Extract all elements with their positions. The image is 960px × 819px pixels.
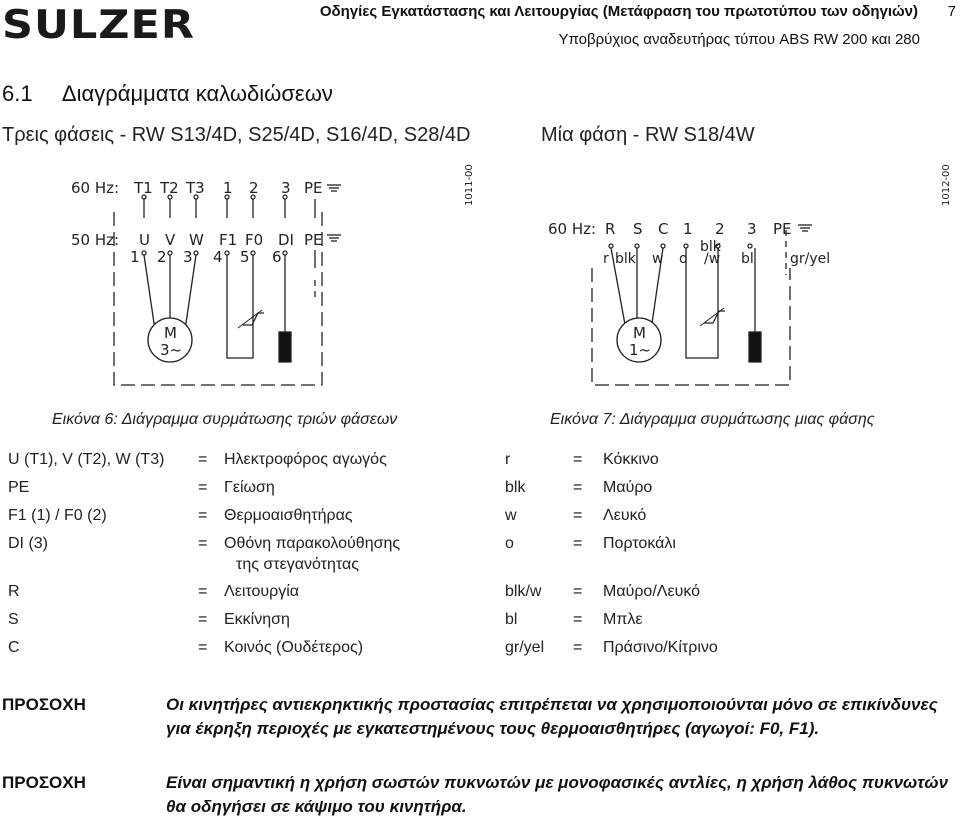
section-title: 6.1 Διαγράμματα καλωδιώσεων	[2, 81, 333, 106]
legend-desc: Μαύρο/Λευκό	[603, 583, 701, 600]
svg-text:6: 6	[272, 248, 282, 266]
legend-desc: Θερμοαισθητήρας	[224, 507, 353, 524]
three-phase-50hz-pins	[142, 250, 315, 268]
svg-text:T2: T2	[160, 179, 179, 197]
single-phase-60hz-label: 60 Hz:	[548, 220, 597, 238]
svg-text:U: U	[139, 231, 150, 249]
legend-eq: =	[573, 583, 583, 600]
legend-term: DI (3)	[8, 535, 48, 552]
legend-eq: =	[573, 639, 583, 656]
three-phase-heading: Τρεις φάσεις - RW S13/4D, S25/4D, S16/4D, S28/4D	[2, 124, 471, 146]
single-phase-diagram-code: 1012-00	[941, 164, 952, 206]
svg-text:1: 1	[223, 179, 233, 197]
single-phase-motor-sub: 1~	[629, 341, 652, 359]
legend-eq: =	[198, 507, 208, 524]
svg-text:PE: PE	[773, 220, 792, 238]
svg-text:3: 3	[747, 220, 757, 238]
legend-desc: Εκκίνηση	[224, 611, 290, 628]
legend-desc: Κόκκινο	[603, 451, 659, 468]
svg-text:W: W	[189, 231, 204, 249]
svg-text:bl: bl	[741, 251, 754, 267]
legend-desc: Οθόνη παρακολούθησης	[224, 535, 401, 552]
svg-text:2: 2	[715, 220, 725, 238]
legend-term: w	[505, 507, 517, 524]
legend-eq: =	[573, 611, 583, 628]
caution-label: ΠΡΟΣΟΧΗ	[2, 773, 86, 792]
legend-desc: Λευκό	[603, 507, 647, 524]
svg-text:2: 2	[249, 179, 259, 197]
svg-text:3: 3	[281, 179, 291, 197]
svg-text:2: 2	[157, 248, 167, 266]
svg-text:1: 1	[130, 248, 140, 266]
caution-text: Είναι σημαντική η χρήση σωστών πυκνωτών με μονοφασικές αντλίες, η χρήση λάθος πυκνωτών θα οδηγήσει σε κάψιμο του κινητήρα.	[166, 773, 949, 816]
legend-term: C	[8, 639, 20, 656]
svg-text:4: 4	[213, 248, 223, 266]
legend-eq: =	[198, 583, 208, 600]
svg-text:/w: /w	[704, 251, 721, 267]
three-phase-50hz-label: 50 Hz:	[71, 231, 120, 249]
single-phase-labels	[548, 164, 952, 359]
legend-term: S	[8, 611, 19, 628]
legend-eq: =	[573, 535, 583, 552]
legend-desc: Γείωση	[224, 479, 275, 496]
three-phase-60hz-label: 60 Hz:	[71, 179, 120, 197]
legend-desc-continued: της στεγανότητας	[236, 556, 359, 573]
svg-text:w: w	[652, 251, 664, 267]
legend-desc: Μαύρο	[603, 479, 653, 496]
wiring-diagrams	[0, 160, 960, 400]
legend-eq: =	[198, 479, 208, 496]
svg-text:R: R	[605, 220, 616, 238]
three-phase-60hz-pins	[142, 195, 315, 218]
svg-text:1: 1	[683, 220, 693, 238]
svg-text:S: S	[633, 220, 643, 238]
sulzer-logo: SULZER	[2, 2, 195, 48]
legend-desc: Κοινός (Ουδέτερος)	[224, 639, 364, 656]
legend-term: gr/yel	[505, 639, 545, 656]
document-title: Οδηγίες Εγκατάστασης και Λειτουργίας (Μετάφραση του πρωτοτύπου των οδηγιών)	[319, 3, 918, 20]
legend-desc: Ηλεκτροφόρος αγωγός	[224, 451, 387, 468]
svg-text:gr/yel: gr/yel	[790, 251, 831, 267]
three-phase-diagram	[114, 185, 341, 385]
legend-eq: =	[198, 639, 208, 656]
svg-text:V: V	[165, 231, 176, 249]
legend-desc: Λειτουργία	[224, 583, 300, 600]
svg-text:blk: blk	[615, 251, 636, 267]
svg-text:T1: T1	[134, 179, 153, 197]
svg-text:T3: T3	[186, 179, 205, 197]
caution-text: Οι κινητήρες αντιεκρηκτικής προστασίας επιτρέπεται να χρησιμοποιούνται μόνο σε επικίνδυνες για έκρηξη περιοχές με εγκατεστημένους τους θερμοαισθητήρες (αγωγοί: F0, F1).	[166, 695, 938, 738]
svg-text:3: 3	[183, 248, 193, 266]
svg-text:F0: F0	[245, 231, 264, 249]
single-phase-heading: Μία φάση - RW S18/4W	[541, 124, 755, 146]
legend-eq: =	[573, 507, 583, 524]
legend-term: bl	[505, 611, 518, 628]
svg-text:PE: PE	[304, 179, 323, 197]
legend-desc: Μπλε	[603, 611, 643, 628]
figure-7-caption: Εικόνα 7: Διάγραμμα συρμάτωσης μιας φάσης	[550, 411, 875, 428]
three-phase-motor-label: M	[164, 324, 177, 342]
svg-text:o: o	[679, 251, 688, 267]
three-phase-diagram-code: 1011-00	[464, 164, 475, 206]
legend-eq: =	[198, 535, 208, 552]
page-number: 7	[947, 3, 956, 20]
legend-term: F1 (1) / F0 (2)	[8, 507, 107, 524]
three-phase-labels	[71, 164, 475, 359]
svg-text:DI: DI	[278, 231, 294, 249]
legend-term: PE	[8, 479, 30, 496]
svg-text:PE: PE	[304, 231, 323, 249]
figure-6-caption: Εικόνα 6: Διάγραμμα συρμάτωσης τριών φάσεων	[52, 411, 398, 428]
svg-text:r: r	[603, 251, 609, 267]
svg-text:F1: F1	[219, 231, 238, 249]
legend-desc: Πορτοκάλι	[603, 535, 676, 552]
legend-eq: =	[198, 451, 208, 468]
legend-term: blk	[505, 479, 526, 496]
legend-term: o	[505, 535, 514, 552]
caution-label: ΠΡΟΣΟΧΗ	[2, 695, 86, 714]
single-phase-motor-label: M	[633, 324, 646, 342]
legend-term: R	[8, 583, 20, 600]
legend-term: r	[505, 451, 511, 468]
legend-eq: =	[198, 611, 208, 628]
legend-term: U (T1), V (T2), W (T3)	[8, 451, 165, 468]
legend-term: blk/w	[505, 583, 542, 600]
svg-text:blk: blk	[700, 239, 721, 255]
svg-text:5: 5	[240, 248, 250, 266]
legend-eq: =	[573, 479, 583, 496]
document-subtitle: Υποβρύχιος αναδευτήρας τύπου ABS RW 200 και 280	[558, 31, 920, 48]
legend-eq: =	[573, 451, 583, 468]
legend-desc: Πράσινο/Κίτρινο	[603, 639, 718, 656]
svg-text:C: C	[658, 220, 669, 238]
three-phase-motor-sub: 3~	[160, 341, 183, 359]
